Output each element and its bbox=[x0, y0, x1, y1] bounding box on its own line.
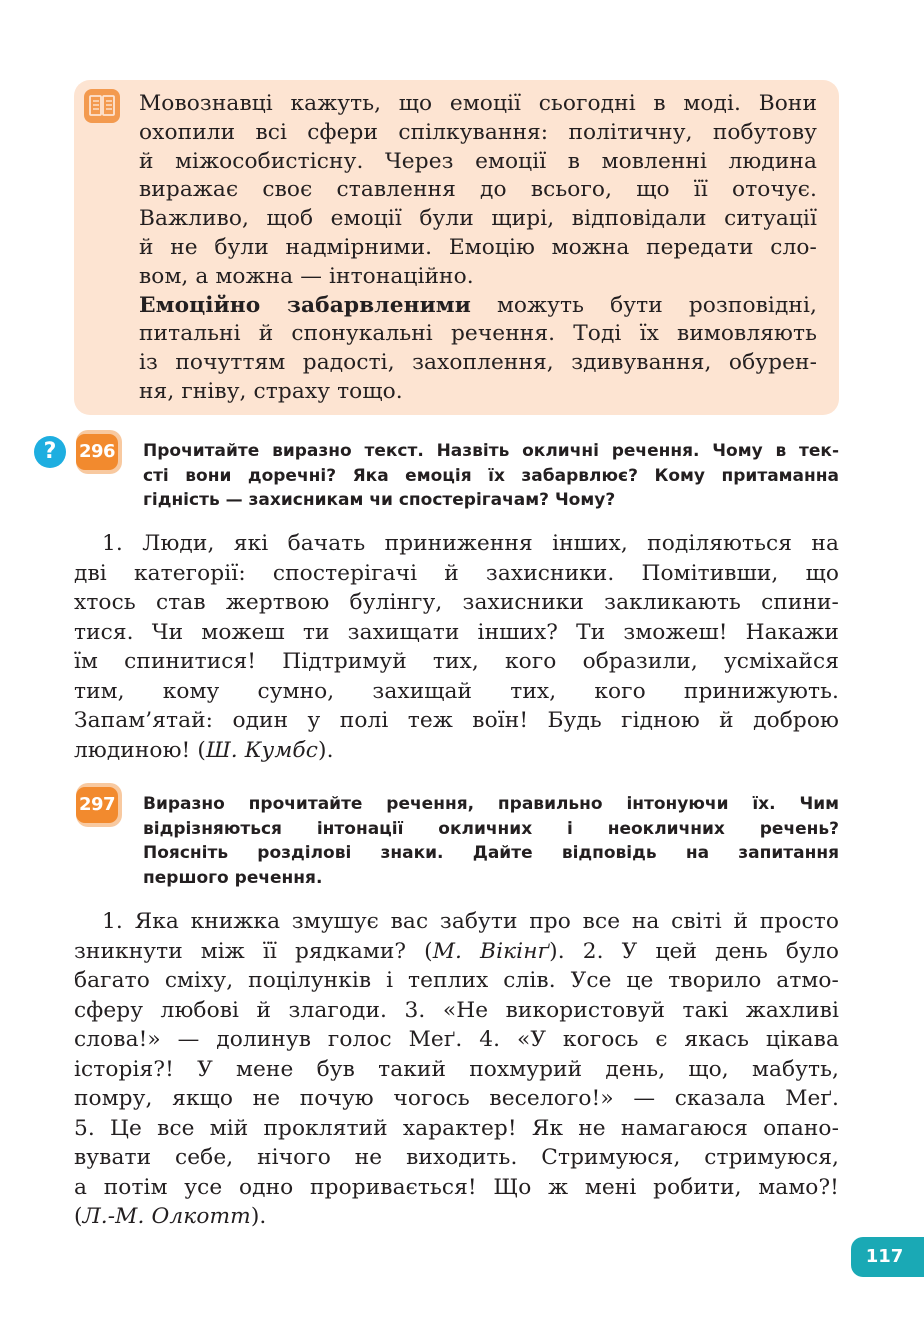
text-line: дві категорії: спостерігачі й захисники. Помітивши, що bbox=[74, 560, 839, 586]
text-line bbox=[74, 736, 839, 766]
rule-line bbox=[139, 292, 817, 321]
instruction-line: Прочитайте виразно текст. Назвіть окличні речення. Чому в тек- bbox=[143, 441, 839, 461]
text-line: історія?! У мене був такий похмурий день, що, мабуть, bbox=[74, 1056, 839, 1082]
text-line: їм спинитися! Підтримуй тих, кого образили, усміхайся bbox=[74, 649, 839, 674]
text-line: тися. Чи можеш ти захищати інших? Ти зможеш! Накажи bbox=[74, 619, 839, 645]
text-line: багато сміху, поцілунків і теплих слів. Усе це творило атмо- bbox=[74, 968, 839, 993]
rule-line: охопили всі сфери спілкування: політичну, побутову bbox=[139, 119, 817, 145]
text-segment: людиною! ( bbox=[74, 737, 206, 763]
text-segment: ). bbox=[250, 1204, 267, 1229]
question-icon: ? bbox=[34, 436, 66, 468]
text-segment: зникнути між її рядками? ( bbox=[74, 938, 433, 964]
text-line: Запам’ятай: один у полі теж воїн! Будь гідною й доброю bbox=[74, 708, 839, 733]
rule-line-rest: можуть бути розповідні, bbox=[470, 292, 817, 318]
task-296-instruction bbox=[143, 439, 839, 513]
task-297-instruction bbox=[143, 792, 839, 890]
rule-line: Важливо, щоб емоції були щирі, відповідали ситуації bbox=[139, 206, 817, 232]
task-297-text bbox=[74, 907, 839, 1232]
text-line: 1. Яка книжка змушує вас забути про все на світі й просто bbox=[102, 909, 839, 934]
instruction-line: сті вони доречні? Яка емоція їх забарвлює? Кому притаманна bbox=[143, 465, 839, 486]
author-name: Л.-М. Олкотт bbox=[82, 1204, 251, 1229]
text-line: вувати себе, нічого не виходить. Стримуюся, стримуюся, bbox=[74, 1145, 839, 1170]
instruction-line: відрізняються інтонації окличних і неокличних речень? bbox=[143, 818, 839, 839]
author-name: Ш. Кумбс bbox=[205, 737, 319, 763]
text-line: помру, якщо не почую чогось веселого!» — сказала Меґ. bbox=[74, 1086, 839, 1111]
instruction-line: гідність — захисникам чи спостерігачам? Чому? bbox=[143, 490, 616, 510]
text-line bbox=[74, 1202, 839, 1232]
rule-line: із почуттям радості, захоплення, здивування, обурен- bbox=[139, 350, 817, 376]
text-segment: ). bbox=[318, 737, 334, 763]
rule-line: виражає своє ставлення до всього, що її оточує. bbox=[139, 177, 817, 203]
text-line: 5. Це все мій проклятий характер! Як не намагаюся опано- bbox=[74, 1115, 839, 1141]
rule-line: й не були надмірними. Емоцію можна передати сло- bbox=[139, 234, 817, 260]
instruction-line: Виразно прочитайте речення, правильно інтонуючи їх. Чим bbox=[143, 794, 839, 814]
text-line bbox=[74, 937, 839, 967]
rule-text bbox=[139, 90, 817, 407]
text-segment: ). 2. У цей день було bbox=[549, 938, 839, 964]
task-number-badge bbox=[76, 783, 122, 827]
task-296-text bbox=[74, 529, 839, 765]
author-name: М. Вікінґ bbox=[432, 938, 550, 964]
rule-line: вом, а можна — інтонаційно. bbox=[139, 263, 474, 289]
bold-term: Емоційно забарвленими bbox=[139, 292, 471, 318]
task-number: 296 bbox=[76, 434, 118, 470]
book-icon bbox=[84, 89, 120, 123]
text-line: тим, кому сумно, захищай тих, кого принижують. bbox=[74, 678, 839, 704]
instruction-line: першого речення. bbox=[143, 867, 323, 888]
page-number: 117 bbox=[851, 1237, 924, 1277]
text-line: хтось став жертвою булінгу, захисники закликають спини- bbox=[74, 590, 839, 615]
instruction-line: Поясніть розділові знаки. Дайте відповідь на запитання bbox=[143, 843, 839, 863]
text-segment: ( bbox=[74, 1204, 83, 1229]
rule-line: ня, гніву, страху тощо. bbox=[139, 378, 403, 404]
text-line: 1. Люди, які бачать приниження інших, поділяються на bbox=[102, 531, 839, 556]
task-number-badge bbox=[76, 430, 122, 474]
text-line: слова!» — долинув голос Меґ. 4. «У когось є якась цікава bbox=[74, 1027, 839, 1052]
rule-line: питальні й спонукальні речення. Тоді їх вимовляють bbox=[139, 321, 817, 347]
text-line: а потім усе одно проривається! Що ж мені робити, мамо?! bbox=[74, 1174, 839, 1200]
task-number: 297 bbox=[76, 787, 118, 823]
text-line: сферу любові й злагоди. 3. «Не використовуй такі жахливі bbox=[74, 997, 839, 1023]
rule-line: й міжособистісну. Через емоції в мовленні людина bbox=[139, 148, 817, 174]
rule-line: Мовознавці кажуть, що емоції сьогодні в моді. Вони bbox=[139, 91, 817, 116]
